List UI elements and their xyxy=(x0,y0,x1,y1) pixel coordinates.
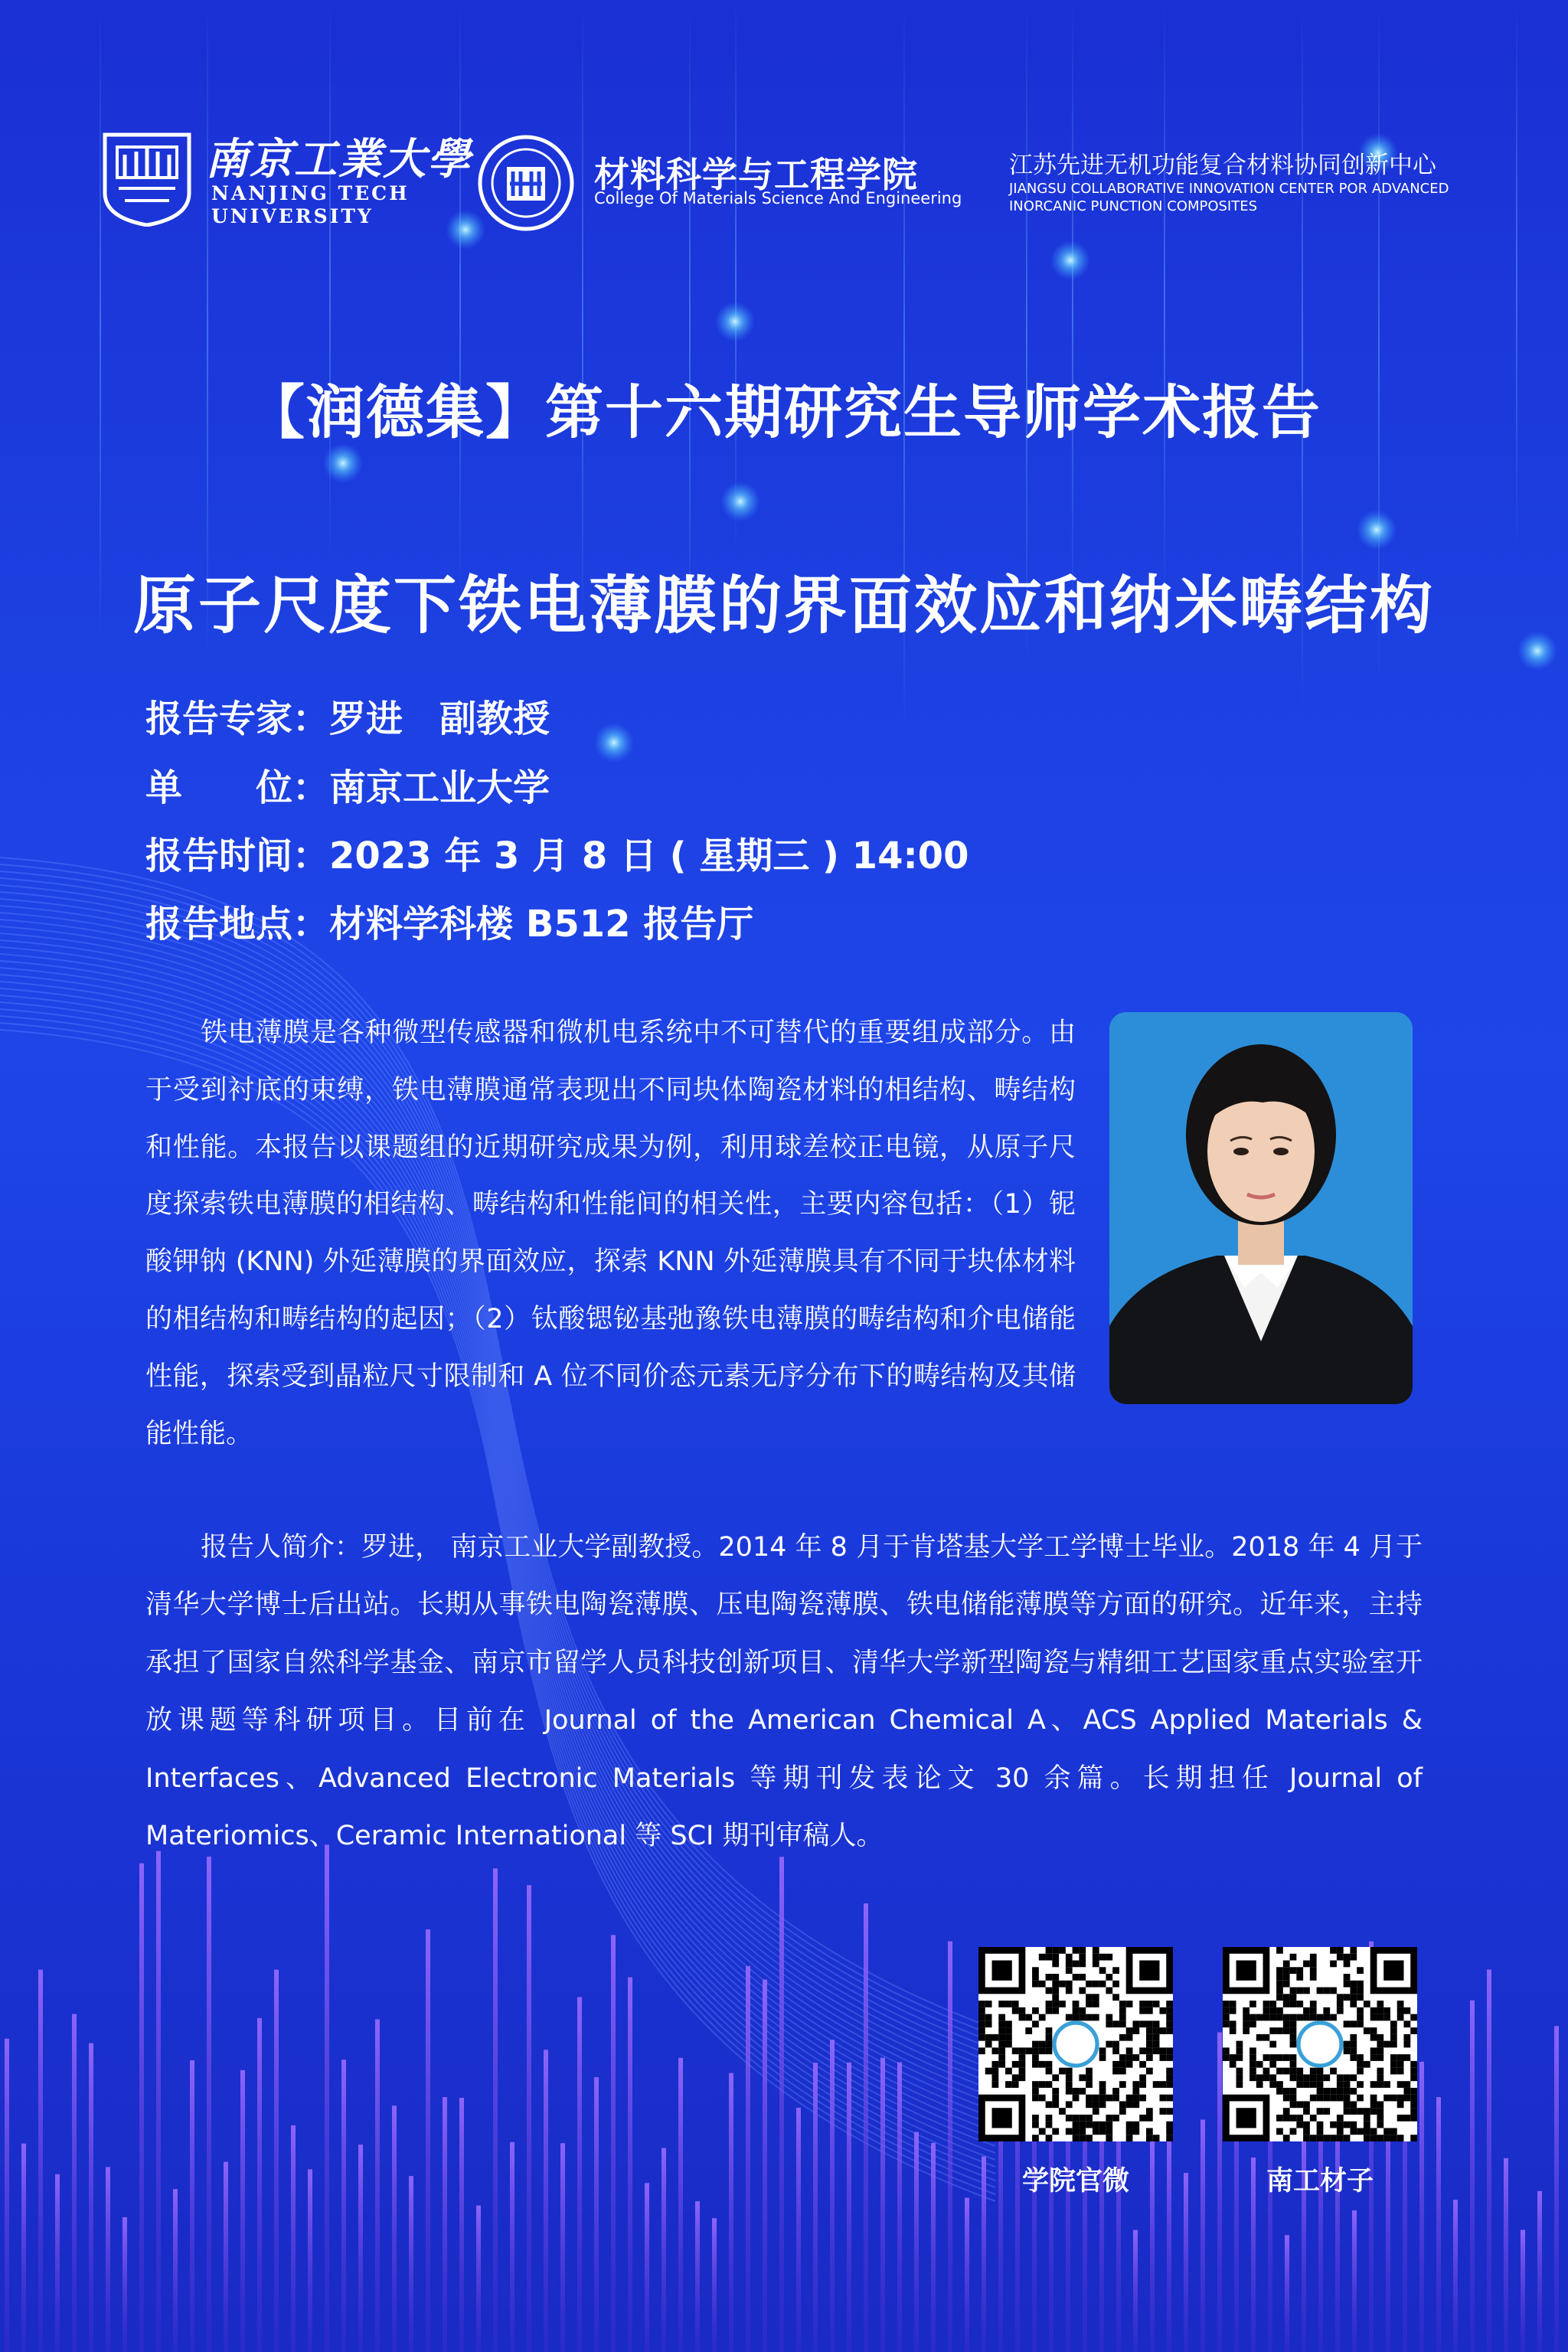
equalizer-bar xyxy=(510,2142,514,2352)
equalizer-bar xyxy=(847,2063,851,2352)
equalizer-bar xyxy=(746,1966,750,2352)
unit-row xyxy=(145,758,550,811)
equalizer-bar xyxy=(325,1844,329,2352)
equalizer-bar xyxy=(1521,2230,1525,2352)
equalizer-bar xyxy=(459,2098,464,2352)
light-streak xyxy=(459,0,461,592)
equalizer-bar xyxy=(1436,2097,1441,2352)
equalizer-bar xyxy=(813,2063,818,2352)
unit-label: 单 位： xyxy=(145,766,330,809)
speaker-row xyxy=(145,689,550,742)
equalizer-bar xyxy=(948,1942,952,2352)
equalizer-bar xyxy=(72,2014,77,2352)
equalizer-bar xyxy=(864,1903,868,2352)
equalizer-bar xyxy=(257,2018,262,2352)
equalizer-bar xyxy=(628,1978,632,2352)
equalizer-bar xyxy=(1470,2001,1475,2352)
college-name-cn: 材料科学与工程学院 xyxy=(594,154,918,195)
equalizer-bar xyxy=(897,2063,902,2352)
light-streak xyxy=(100,0,101,648)
equalizer-bar xyxy=(358,2145,363,2352)
equalizer-bar xyxy=(577,1997,582,2352)
center-name-en-2: INORCANIC PUNCTION COMPOSITES xyxy=(1009,198,1258,214)
equalizer-bar xyxy=(1453,2200,1458,2352)
center-name-en: JIANGSU COLLABORATIVE INNOVATION CENTER POR ADVANCED xyxy=(1009,181,1449,197)
equalizer-bar xyxy=(729,2073,733,2352)
equalizer-bar xyxy=(594,2077,599,2352)
qr-materials-student[interactable] xyxy=(1223,1947,1417,2198)
glow-dot xyxy=(1357,510,1396,550)
equalizer-bar xyxy=(1217,2033,1222,2352)
equalizer-bar xyxy=(173,2189,178,2352)
equalizer-bar xyxy=(695,2201,700,2352)
equalizer-bar xyxy=(476,2206,481,2352)
equalizer-bar xyxy=(1200,2120,1205,2352)
abstract-text: 铁电薄膜是各种微型传感器和微机电系统中不可替代的重要组成部分。由于受到衬底的束缚，铁电薄膜通常表现出不同块体陶瓷材料的相结构、畴结构和性能。本报告以课题组的近期研究成果为例，利用球差校正电镜，从原子尺度探索铁电薄膜的相结构、畴结构和性能间的相关性，主要内容包括：（1）铌酸钾钠 (KNN) 外延薄膜的界面效应，探索 KNN 外延薄膜具有不同于块体材料的相结构和畴结构的起因；（2）钛酸锶铋基弛豫铁电薄膜的畴结构和介电储能性能，探索受到晶粒尺寸限制和 A 位不同价态元素无序分布下的畴结构及其储能性能。 xyxy=(145,1018,1076,1449)
equalizer-bar xyxy=(544,2050,548,2352)
qr-college-official[interactable] xyxy=(978,1947,1173,2198)
equalizer-bar xyxy=(914,2132,919,2352)
light-streak xyxy=(582,0,583,638)
qr-label-college: 学院官微 xyxy=(1021,2166,1129,2197)
university-name-cn: 南京工業大學 xyxy=(205,134,472,185)
time-value: 2023 年 3 月 8 日 ( 星期三 ) 14:00 xyxy=(329,835,969,877)
equalizer-bar xyxy=(190,2060,194,2352)
equalizer-bar xyxy=(645,2183,649,2352)
equalizer-bar xyxy=(1419,2062,1424,2352)
equalizer-bar xyxy=(1504,2158,1508,2352)
glow-dot xyxy=(720,482,760,521)
equalizer-bar xyxy=(662,2148,666,2352)
equalizer-bar xyxy=(291,2125,296,2352)
speaker-value: 罗进 副教授 xyxy=(329,697,550,740)
speaker-photo xyxy=(1109,1012,1413,1404)
glow-dot xyxy=(594,723,634,763)
talk-title: 原子尺度下铁电薄膜的界面效应和纳米畴结构 xyxy=(132,569,1435,642)
college-emblem-icon xyxy=(478,135,574,231)
equalizer-bar xyxy=(931,2143,936,2352)
equalizer-bar xyxy=(375,2020,380,2352)
equalizer-bar xyxy=(341,2060,346,2352)
equalizer-bar xyxy=(5,2039,9,2352)
light-streak xyxy=(1164,0,1165,601)
speaker-bio: 报告人简介：罗进， 南京工业大学副教授。2014 年 8 月于肯塔基大学工学博士毕业。2018 年 4 月于清华大学博士后出站。长期从事铁电陶瓷薄膜、压电陶瓷薄膜、铁电储能薄膜等方面的研究。近年来，主持承担了国家自然科学基金、南京市留学人员科技创新项目、清华大学新型陶瓷与精细工艺国家重点实验室开放课题等科研项目。目前在 Journal of the American Chemical A、ACS Applied Materials & Interfaces、Advanced Electronic Materials 等期刊发表论文 30 余篇。长期担任 Journal of Materiomics、Ceramic International 等 SCI 期刊审稿人。 xyxy=(145,1532,1423,1852)
place-value: 材料学科楼 B512 报告厅 xyxy=(329,903,754,946)
equalizer-bar xyxy=(89,2043,93,2352)
university-emblem-icon xyxy=(102,132,192,227)
series-title: 【润德集】第十六期研究生导师学术报告 xyxy=(247,378,1321,446)
equalizer-bar xyxy=(1537,2191,1542,2352)
equalizer-bar xyxy=(560,2143,565,2352)
glow-dot xyxy=(715,302,755,341)
equalizer-bar xyxy=(426,1929,430,2352)
equalizer-bar xyxy=(409,2176,413,2352)
equalizer-bar xyxy=(712,2218,717,2352)
equalizer-bar xyxy=(38,1970,43,2352)
light-streak xyxy=(689,0,691,652)
equalizer-bar xyxy=(1133,2230,1138,2352)
equalizer-bar xyxy=(1184,2173,1188,2352)
equalizer-bar xyxy=(880,2058,885,2352)
equalizer-bar xyxy=(527,1885,531,2352)
equalizer-bar xyxy=(122,2217,127,2352)
equalizer-bar xyxy=(1352,2210,1357,2352)
equalizer-bar xyxy=(139,1864,144,2352)
equalizer-bar xyxy=(274,1970,279,2352)
light-streak xyxy=(1516,0,1517,554)
equalizer-bar xyxy=(443,2097,447,2352)
equalizer-bar xyxy=(308,2169,312,2352)
time-label: 报告时间： xyxy=(145,835,330,877)
equalizer-bar xyxy=(830,2040,835,2352)
equalizer-bar xyxy=(55,2174,60,2352)
equalizer-bar xyxy=(224,2162,228,2352)
time-row xyxy=(145,826,969,879)
equalizer-bar xyxy=(207,1857,211,2352)
equalizer-bar xyxy=(392,2105,397,2352)
light-streak xyxy=(1072,0,1073,630)
center-name-cn: 江苏先进无机功能复合材料协同创新中心 xyxy=(1009,152,1436,179)
equalizer-bar xyxy=(156,1851,161,2352)
qr-code-icon xyxy=(1223,1947,1417,2141)
equalizer-bar xyxy=(779,1857,784,2352)
place-label: 报告地点： xyxy=(145,903,330,946)
equalizer-bar xyxy=(1554,2026,1559,2352)
qr-label-materials: 南工材子 xyxy=(1266,2166,1374,2197)
equalizer-bar xyxy=(965,2198,969,2352)
equalizer-bar xyxy=(796,2108,801,2352)
equalizer-bar xyxy=(493,1868,498,2352)
equalizer-bar xyxy=(611,1935,616,2352)
university-name-en-2: UNIVERSITY xyxy=(211,205,374,227)
university-name-en: NANJING TECH xyxy=(211,182,410,204)
equalizer-bar xyxy=(106,2167,110,2352)
equalizer-bar xyxy=(21,2144,26,2352)
equalizer-bar xyxy=(678,2058,683,2352)
unit-value: 南京工业大学 xyxy=(329,766,550,809)
college-name-en: College Of Materials Science And Engineering xyxy=(594,189,962,207)
equalizer-bar xyxy=(240,2070,245,2352)
glow-dot xyxy=(1050,240,1090,280)
equalizer-bar xyxy=(1285,2235,1289,2352)
place-row xyxy=(145,894,753,947)
speaker-label: 报告专家： xyxy=(145,697,330,740)
light-streak xyxy=(735,0,737,554)
qr-code-icon xyxy=(978,1947,1173,2141)
equalizer-bar xyxy=(763,1980,767,2352)
equalizer-bar xyxy=(1487,1969,1491,2352)
